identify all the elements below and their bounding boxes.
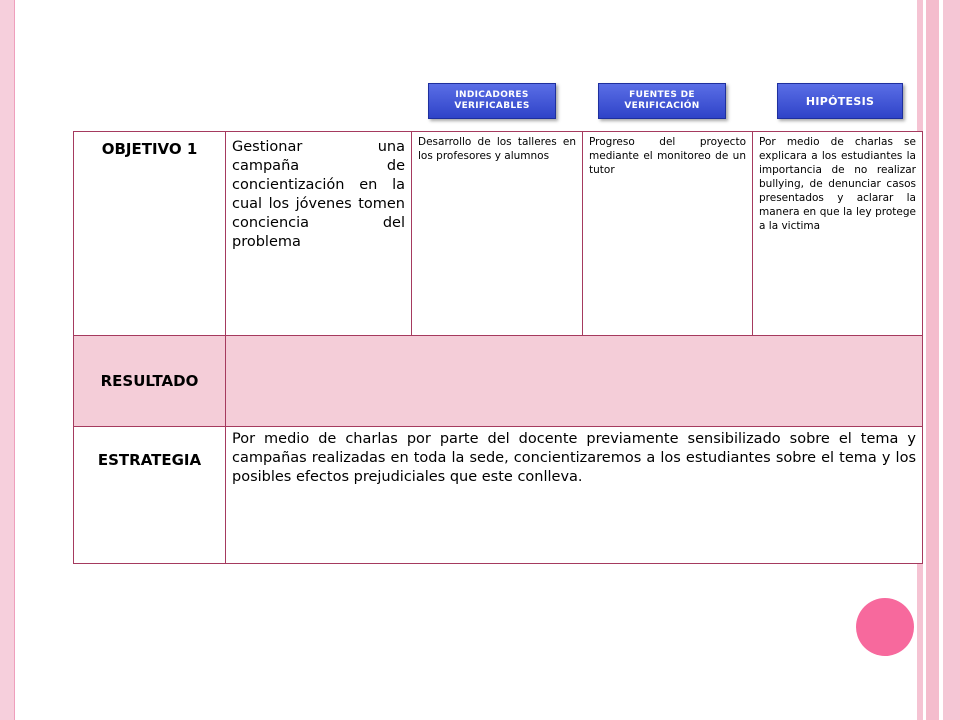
objetivo-hipotesis: Por medio de charlas se explicara a los estudiantes la importancia de no realizar bullying, de denunciar casos presentados y aclarar la manera en que la ley protege a la victima	[753, 132, 923, 336]
resultado-content	[226, 336, 923, 427]
badge-fuentes-verificacion: FUENTES DE VERIFICACIÓN	[598, 83, 726, 119]
table-row-objetivo	[74, 132, 923, 336]
right-frame-stripes	[917, 0, 960, 720]
objetivo-indicadores: Desarrollo de los talleres en los profesores y alumnos	[412, 132, 583, 336]
table-row-estrategia	[74, 427, 923, 564]
objetivo-description: Gestionar una campaña de concientización en la cual los jóvenes tomen conciencia del problema	[226, 132, 412, 336]
left-frame-stripe	[0, 0, 15, 720]
table-row-resultado	[74, 336, 923, 427]
row-label-objetivo: OBJETIVO 1	[74, 132, 226, 336]
objetivo-fuentes: Progreso del proyecto mediante el monitoreo de un tutor	[583, 132, 753, 336]
badge-indicadores-verificables: INDICADORES VERIFICABLES	[428, 83, 556, 119]
row-label-resultado: RESULTADO	[74, 336, 226, 427]
badge-hipotesis: HIPÓTESIS	[777, 83, 903, 119]
estrategia-content: Por medio de charlas por parte del docente previamente sensibilizado sobre el tema y campañas realizadas en toda la sede, concientizaremos a los estudiantes sobre el tema y los posibles efectos prejudiciales que este conlleva.	[226, 427, 923, 564]
logical-framework-table	[73, 131, 923, 564]
decorative-pink-dot	[856, 598, 914, 656]
row-label-estrategia: ESTRATEGIA	[74, 427, 226, 564]
